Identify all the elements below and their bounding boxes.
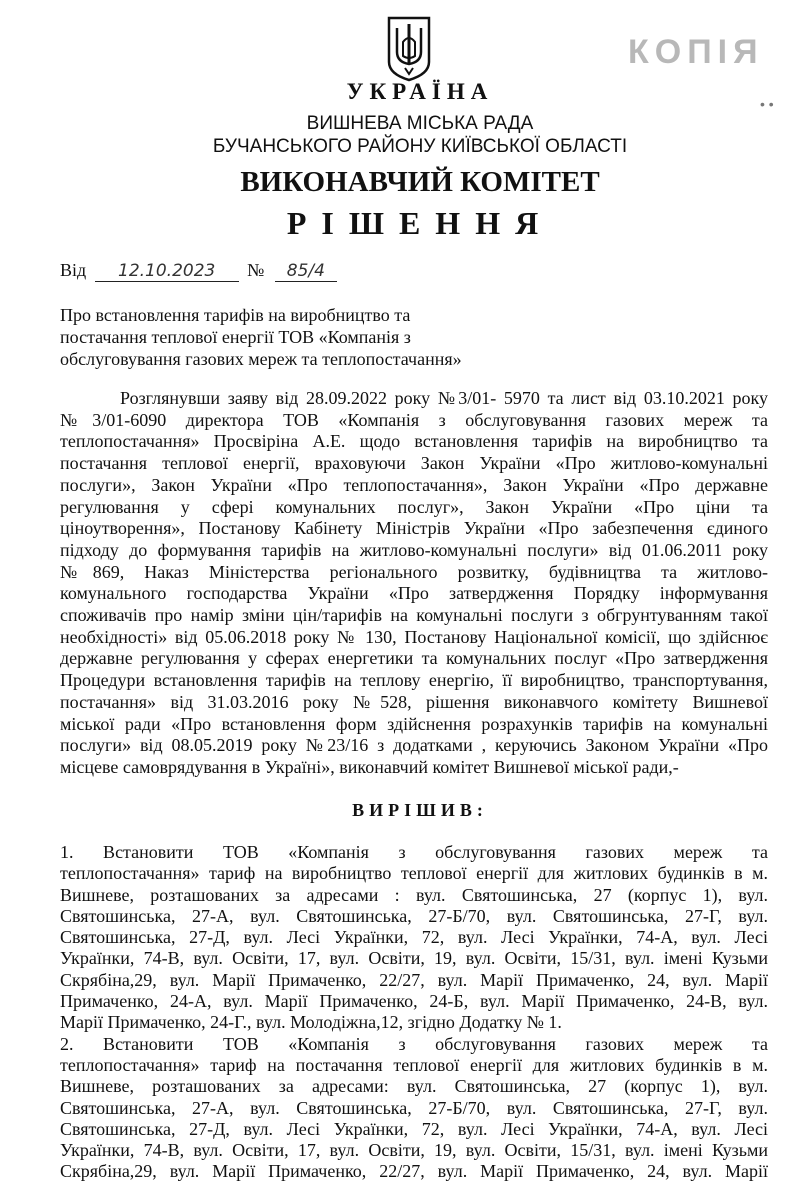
country-heading: УКРАЇНА	[346, 79, 494, 104]
preamble-line: споживачів про намір зміни цін/тарифів на комунальні послуги з обгрунтуванням такої	[60, 605, 768, 626]
item-line: 1. Встановити ТОВ «Компанія з обслуговування газових мереж та	[60, 842, 768, 862]
preamble-line: комунального господарства України «Про затвердження Порядку інформування	[60, 583, 768, 604]
preamble-line: постачання» від 31.03.2016 року №528, рішення виконавчого комітету Вишневої	[60, 691, 768, 712]
item-line: Скрябіна,29, вул. Марії Примаченко, 22/27, вул. Марії Примаченко, 24, вул. Марії	[60, 1161, 768, 1182]
council-region: БУЧАНСЬКОГО РАЙОНУ КИЇВСЬКОЇ ОБЛАСТІ	[212, 136, 628, 157]
preamble-line: теплопостачання» Просвіріна А.Е. щодо встановлення тарифів на виробництво та	[60, 431, 768, 452]
item-line: Примаченко, 24-А, вул. Марії Примаченко, 24-Б, вул. Марії Примаченко, 24-В, вул.	[60, 991, 768, 1012]
subject-line: постачання теплової енергії ТОВ «Компанія з	[60, 327, 411, 347]
subject-line: обслуговування газових мереж та теплопостачання»	[60, 349, 462, 369]
item-line: Святошинська, 27-А, вул. Святошинська, 27-Б/70, вул. Святошинська, 27-Г, вул.	[60, 1097, 768, 1118]
committee-heading: ВИКОНАВЧИЙ КОМІТЕТ	[240, 166, 600, 198]
preamble	[60, 388, 768, 779]
item-line: Вишневе, розташованих за адресами: вул. Святошинська, 27 (корпус 1), вул.	[60, 1076, 768, 1097]
preamble-line: постачання теплової енергії, враховуючи Закон України «Про житлово-комунальні	[60, 453, 768, 474]
decision-item-2	[60, 1034, 768, 1183]
item-line: Скрябіна,29, вул. Марії Примаченко, 22/27, вул. Марії Примаченко, 24, вул. Марії	[60, 969, 768, 990]
preamble-line: послуги», Закон України «Про теплопостачання», Закон України «Про державне	[60, 474, 768, 495]
item-line: теплопостачання» тариф на виробництво теплової енергії для житлових будинків в м.	[60, 863, 768, 884]
resolved-heading: ВИРІШИВ:	[352, 800, 488, 820]
preamble-line: місцеве самоврядування в Україні», виконавчий комітет Вишневої міської ради,-	[60, 756, 679, 777]
scan-marks: • •	[760, 96, 774, 112]
preamble-line: послуги» від 08.05.2019 року №23/16 з додатками , керуючись Законом України «Про	[60, 735, 768, 756]
preamble-line: Розглянувши заяву від 28.09.2022 року №3/01- 5970 та лист від 03.10.2021 року	[120, 388, 768, 408]
decision-number: 85/4	[275, 261, 337, 282]
preamble-line: державне регулювання у сферах енергетики та комунальних послуг «Про затвердження	[60, 648, 768, 669]
item-line: теплопостачання» тариф на постачання теплової енергії для житлових будинків в м.	[60, 1054, 768, 1075]
decision-date: 12.10.2023	[95, 261, 239, 282]
item-line: Святошинська, 27-Д, вул. Лесі Українки, 72, вул. Лесі Українки, 74-А, вул. Лесі	[60, 1118, 768, 1139]
item-line: 2. Встановити ТОВ «Компанія з обслуговування газових мереж та	[60, 1033, 768, 1054]
council-name: ВИШНЕВА МІСЬКА РАДА	[306, 113, 534, 134]
preamble-line: №3/01-6090 директора ТОВ «Компанія з обслуговування газових мереж та	[60, 409, 768, 430]
copy-stamp: КОПІЯ	[628, 33, 764, 71]
document-type-heading: РІШЕННЯ	[286, 205, 554, 241]
decision-subject	[60, 304, 500, 370]
item-line: Вишневе, розташованих за адресами : вул. Святошинська, 27 (корпус 1), вул.	[60, 884, 768, 905]
item-line: Українки, 74-В, вул. Освіти, 17, вул. Освіти, 19, вул. Освіти, 15/31, вул. імені Кузьми	[60, 948, 768, 969]
subject-line: Про встановлення тарифів на виробництво та	[60, 305, 411, 325]
preamble-line: підходу до формування тарифів на житлово-комунальні послуги» від 01.06.2011 року	[60, 539, 768, 560]
number-label: №	[247, 260, 265, 280]
item-line: Українки, 74-В, вул. Освіти, 17, вул. Освіти, 19, вул. Освіти, 15/31, вул. імені Кузьми	[60, 1140, 768, 1161]
decision-item-1	[60, 842, 768, 1034]
trident-emblem-icon	[383, 12, 435, 82]
dateline	[60, 260, 337, 282]
preamble-line: №869, Наказ Міністерства регіонального розвитку, будівництва та житлово-	[60, 561, 768, 582]
date-label: Від	[60, 260, 87, 280]
preamble-line: міської ради «Про встановлення форм здійснення розрахунків тарифів на комунальні	[60, 713, 768, 734]
preamble-line: необхідності» від 05.06.2018 року № 130, Постанову Національної комісії, що здійснює	[60, 626, 768, 647]
preamble-line: регулювання у сфері комунальних послуг», Закон України «Про ціни та	[60, 496, 768, 517]
preamble-line: Процедури встановлення тарифів на теплову енергію, її виробництво, транспортування,	[60, 670, 768, 691]
item-line: Марії Примаченко, 24-Г., вул. Молодіжна,12, згідно Додатку № 1.	[60, 1012, 562, 1033]
preamble-line: ціноутворення», Постанову Кабінету Міністрів України «Про забезпечення єдиного	[60, 518, 768, 539]
item-line: Святошинська, 27-А, вул. Святошинська, 27-Б/70, вул. Святошинська, 27-Г, вул.	[60, 905, 768, 926]
decision-items	[60, 842, 768, 1183]
item-line: Святошинська, 27-Д, вул. Лесі Українки, 72, вул. Лесі Українки, 74-А, вул. Лесі	[60, 927, 768, 948]
